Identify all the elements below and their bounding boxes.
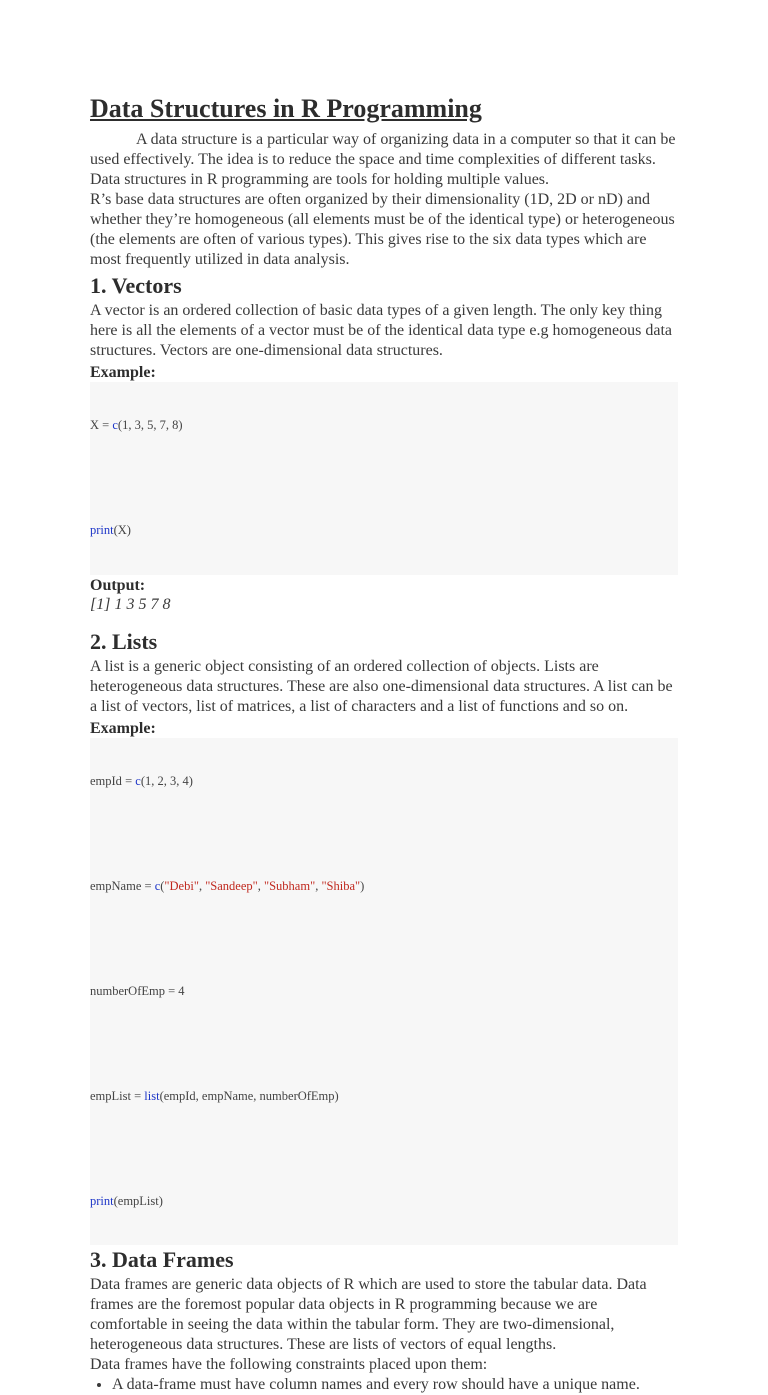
code-token: (empId, empName, numberOfEmp) [159, 1088, 339, 1103]
code-line [90, 1088, 678, 1106]
vectors-description: A vector is an ordered collection of basic data types of a given length. The only key thing here is all the elements of a vector must be of the identical data type e.g homogeneous data structures. Vectors are one-dimensional data structures. [90, 302, 673, 359]
code-token: (X) [113, 523, 131, 537]
code-function: print [90, 523, 114, 537]
code-blank-line [90, 470, 678, 488]
vectors-example-label: Example: [90, 364, 156, 381]
dataframes-constraints-intro: Data frames have the following constraints placed upon them: [90, 1356, 488, 1373]
lists-heading: 2. Lists [90, 628, 158, 654]
list-item: • A data-frame must have column names and every row should have a unique name. [112, 1375, 678, 1395]
code-string: "Shiba" [321, 878, 361, 893]
vectors-code-block [90, 382, 678, 575]
code-function: print [90, 1193, 114, 1208]
code-token: ( [160, 878, 165, 893]
code-line [90, 1193, 678, 1211]
code-line: empName = c("Debi", "Sandeep", "Subham", "Shiba") [90, 878, 365, 893]
dataframes-constraints-list [90, 1375, 678, 1395]
code-token: empList [90, 1088, 131, 1103]
code-blank-line [90, 1035, 678, 1053]
code-line [90, 522, 678, 540]
dataframes-heading: 3. Data Frames [90, 1247, 234, 1272]
code-line [90, 773, 678, 791]
code-function: c [154, 878, 161, 893]
code-token: (1, 2, 3, 4) [140, 773, 193, 788]
intro-paragraph-2: R’s base data structures are often organized by their dimensionality (1D, 2D or nD) and whether they’re homogeneous (all elements must be of the identical type) or heterogeneous (the elements are often of various types). This gives rise to the six data types which are most frequently utilized in data analysis. [90, 191, 675, 268]
vectors-output: [1] 1 3 5 7 8 [90, 595, 171, 613]
lists-code-block [90, 738, 678, 1246]
code-blank-line [90, 930, 678, 948]
intro-paragraph-1: A data structure is a particular way of organizing data in a computer so that it can be used effectively. The idea is to reduce the space and time complexities of different tasks. Data structures in R programming are tools for holding multiple values. [90, 131, 676, 188]
code-blank-line [90, 1140, 678, 1158]
code-token: (empList) [113, 1193, 163, 1208]
code-token: = [121, 773, 136, 788]
vectors-output-label: Output: [90, 576, 146, 594]
page-title: Data Structures in R Programming [90, 94, 482, 123]
lists-description: A list is a generic object consisting of an ordered collection of objects. Lists are heterogeneous data structures. These are also one-dimensional data structures. A list can be a list of vectors, list of matrices, a list of characters and a list of functions and so on. [90, 657, 673, 715]
code-token: empId [90, 773, 122, 788]
code-string: "Sandeep" [205, 878, 258, 893]
code-function: c [112, 418, 118, 432]
code-string: "Debi" [164, 878, 199, 893]
code-line [90, 417, 678, 435]
code-token: (1, 3, 5, 7, 8) [117, 418, 183, 432]
code-token: ) [360, 878, 365, 893]
vectors-heading: 1. Vectors [90, 273, 182, 298]
code-token: = [130, 1088, 145, 1103]
code-token: = [99, 418, 113, 432]
code-function: list [144, 1088, 160, 1103]
code-line: numberOfEmp = 4 [90, 983, 185, 998]
code-function: c [135, 773, 141, 788]
code-blank-line [90, 825, 678, 843]
code-token: X [90, 418, 100, 432]
code-token: = [141, 878, 155, 893]
code-token: empName [90, 878, 142, 893]
code-string: "Subham" [264, 878, 316, 893]
dataframes-description: Data frames are generic data objects of R which are used to store the tabular data. Data frames are the foremost popular data objects in R programming because we are comfortable in seeing the data within the tabular form. They are two-dimensional, heterogeneous data structures. These are lists of vectors of equal lengths. [90, 1276, 647, 1353]
lists-example-label: Example: [90, 719, 156, 737]
